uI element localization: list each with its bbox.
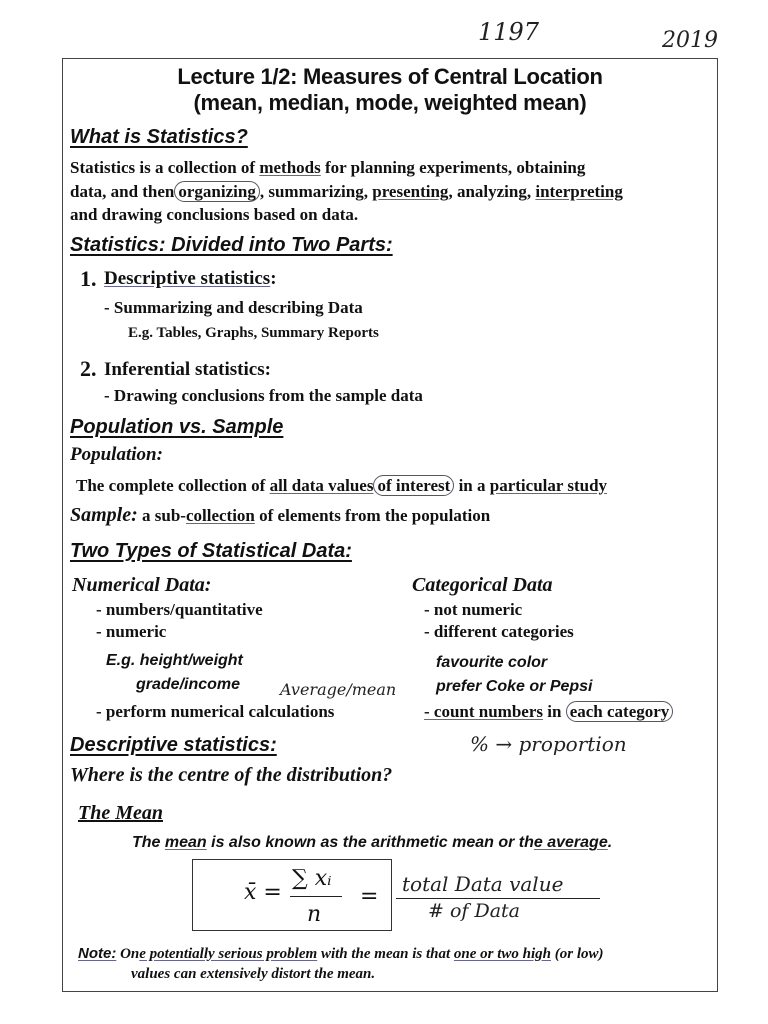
categorical-bullet-2: - different categories (424, 622, 574, 641)
heading-descriptive-statistics: Descriptive statistics: (70, 734, 277, 756)
categorical-example-1: favourite color (436, 654, 548, 671)
numerical-bullet-2: - numeric (96, 622, 167, 641)
text-span: particular study (489, 476, 608, 495)
text-span: data, and then (70, 182, 175, 201)
numerical-bullet-1: - numbers/quantitative (96, 600, 263, 619)
heading-two-types: Two Types of Statistical Data: (70, 540, 352, 562)
text-span: Inferential statistics (104, 359, 265, 380)
text-span: , summarizing, (259, 182, 373, 201)
text-span: Descriptive statistics (104, 268, 271, 289)
centre-question: Where is the centre of the distribution? (70, 764, 393, 786)
text-span: : (264, 359, 271, 380)
text-span: : (270, 268, 277, 289)
text-span: Sample: (70, 504, 138, 526)
text-span: Statistics is a collection of (70, 158, 260, 177)
handwritten-proportion: % → proportion (470, 732, 627, 756)
text-span: of elements from the population (254, 506, 491, 525)
text-span: methods (259, 158, 321, 177)
text-span: The complete collection of (76, 476, 270, 495)
page-title-line2: (mean, median, mode, weighted mean) (193, 90, 587, 115)
text-span: interpreting (535, 182, 623, 201)
handwritten-note-1197: 1197 (478, 18, 540, 46)
text-span: in (543, 702, 566, 721)
categorical-bullet-1: - not numeric (424, 600, 523, 619)
categorical-data-heading: Categorical Data (412, 574, 553, 596)
part2-bullet: - Drawing conclusions from the sample data (104, 386, 423, 405)
text-span: with the mean is that (317, 946, 454, 962)
formula-numerator: ∑ xᵢ (292, 866, 332, 891)
handwritten-formula-numerator: total Data value (402, 872, 564, 896)
text-span: collection (185, 506, 255, 525)
page-title-line1: Lecture 1/2: Measures of Central Location (177, 64, 603, 89)
handwritten-note-2019: 2019 (662, 28, 718, 53)
text-span: mean (164, 834, 207, 851)
mean-definition (132, 834, 612, 852)
note-line2: values can extensively distort the mean. (131, 966, 376, 982)
categorical-example-2: prefer Coke or Pepsi (436, 678, 593, 695)
text-span: one or two high (453, 946, 552, 962)
text-span: e average (533, 834, 608, 851)
part2-label (104, 359, 271, 381)
handwritten-formula-denominator: # of Data (428, 900, 520, 922)
text-span: . (607, 834, 613, 851)
text-span: , analyzing, (448, 182, 536, 201)
numerical-data-heading: Numerical Data: (72, 574, 212, 596)
text-span: - count numbers (424, 702, 544, 721)
categorical-bullet-3 (424, 702, 673, 722)
heading-what-is-statistics: What is Statistics? (70, 126, 248, 148)
population-label: Population: (70, 444, 163, 465)
text-span: in a (454, 476, 490, 495)
text-span: The (132, 834, 165, 851)
text-span: Note: (78, 945, 117, 962)
numerical-example-1: E.g. height/weight (106, 652, 243, 669)
note-line1 (78, 945, 604, 963)
text-span: organizing (174, 181, 259, 202)
formula-lhs: x̄ = (244, 880, 282, 905)
what-is-line2 (70, 182, 623, 202)
text-span: (or low) (551, 946, 604, 962)
part1-bullet: - Summarizing and describing Data (104, 298, 363, 317)
what-is-line3: and drawing conclusions based on data. (70, 205, 359, 224)
handwritten-fraction-bar (396, 898, 600, 899)
what-is-line1 (70, 158, 585, 178)
part2-number: 2. (80, 356, 97, 381)
numerical-bullet-3: - perform numerical calculations (96, 702, 335, 721)
text-span: e potentially serious problem (139, 946, 318, 962)
text-span: On (116, 946, 140, 962)
part1-example: E.g. Tables, Graphs, Summary Reports (128, 325, 379, 341)
text-span: of interest (373, 475, 454, 496)
formula-equals: = (360, 884, 379, 909)
handwritten-average-mean: Average/mean (280, 680, 397, 699)
part1-label (104, 268, 277, 290)
text-span: all data values (269, 476, 374, 495)
formula-fraction-bar (290, 896, 342, 897)
population-definition (76, 476, 607, 496)
mean-heading: The Mean (78, 802, 163, 824)
text-span: is also known as the arithmetic mean or th (206, 834, 534, 851)
heading-two-parts: Statistics: Divided into Two Parts: (70, 234, 393, 256)
text-span: each category (566, 701, 674, 722)
text-span: for planning experiments, obtaining (320, 158, 586, 177)
formula-denominator: n (307, 902, 322, 927)
heading-population-vs-sample: Population vs. Sample (70, 416, 284, 438)
sample-definition (70, 504, 490, 527)
text-span: a sub- (137, 506, 186, 525)
numerical-example-2: grade/income (136, 676, 241, 693)
part1-number: 1. (80, 266, 97, 291)
text-span: presenting (372, 182, 449, 201)
